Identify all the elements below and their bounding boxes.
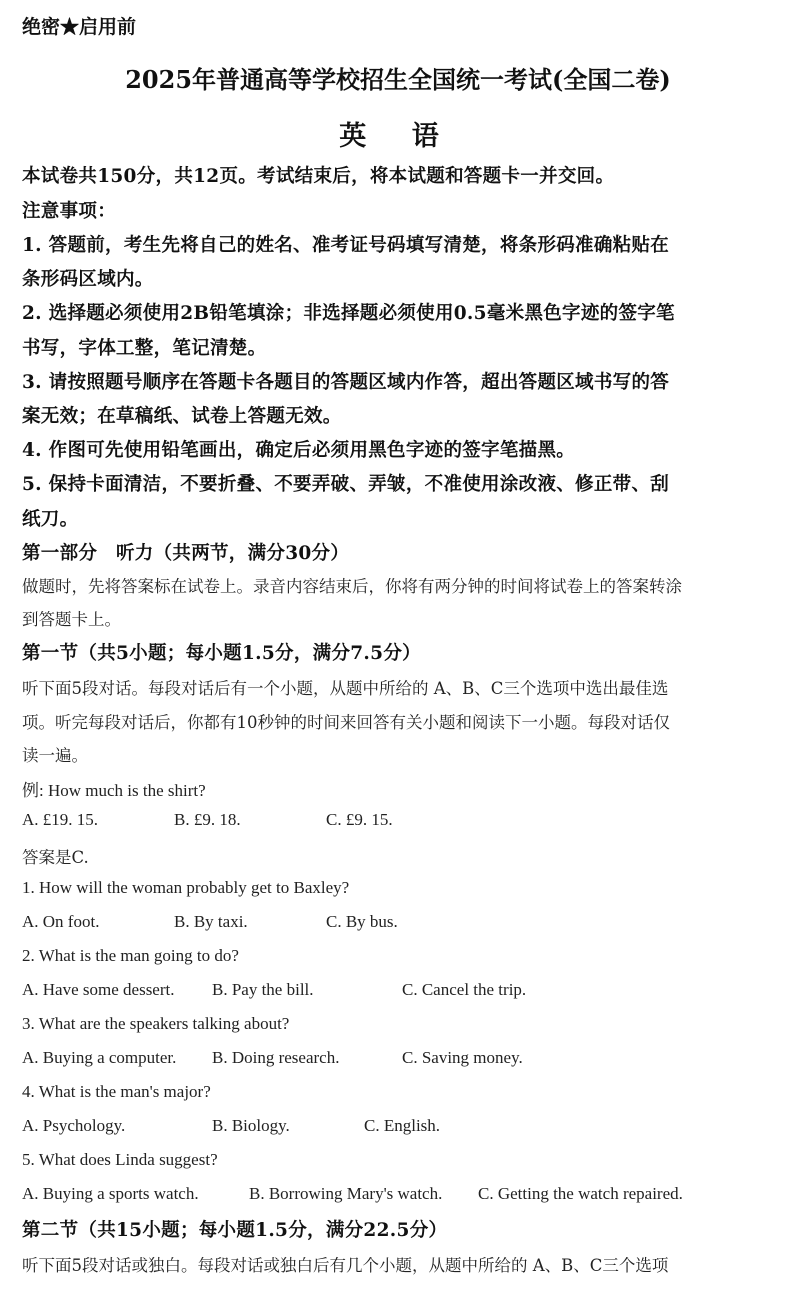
notice-item-4: 4. 作图可先使用铅笔画出，确定后必须用黑色字迹的签字笔描黑。 (22, 440, 576, 461)
notice-item-2-cont: 书写，字体工整，笔记清楚。 (22, 338, 267, 359)
notice-item-1: 1. 答题前，考生先将自己的姓名、准考证号码填写清楚，将条形码准确粘贴在 (22, 235, 670, 256)
notice-item-5: 5. 保持卡面清洁，不要折叠、不要弄破、弄皱，不准使用涂改液、修正带、刮 (22, 474, 670, 495)
q5-option-b: B. Borrowing Mary's watch. (249, 1184, 443, 1203)
question-3: 3. What are the speakers talking about? (22, 1014, 290, 1033)
question-2: 2. What is the man going to do? (22, 946, 239, 965)
q3-option-c: C. Saving money. (402, 1048, 523, 1067)
notice-item-3: 3. 请按照题号顺序在答题卡各题目的答题区域内作答，超出答题区域书写的答 (22, 372, 670, 393)
q5-option-c: C. Getting the watch repaired. (478, 1184, 683, 1203)
exam-title: 2025年普通高等学校招生全国统一考试(全国二卷) (125, 65, 671, 94)
example-option-b: B. £9. 18. (174, 810, 241, 829)
part1-heading: 第一部分 听力（共两节，满分30分） (22, 543, 350, 564)
example-answer: 答案是C. (22, 848, 89, 867)
q2-option-a: A. Have some dessert. (22, 980, 175, 999)
section2-instruction: 听下面5段对话或独白。每段对话或独白后有几个小题，从题中所给的 A、B、C三个选项 (22, 1256, 669, 1275)
question-4: 4. What is the man's major? (22, 1082, 211, 1101)
q5-option-a: A. Buying a sports watch. (22, 1184, 199, 1203)
part1-instruction-cont: 到答题卡上。 (22, 610, 121, 629)
section1-heading: 第一节（共5小题；每小题1.5分，满分7.5分） (22, 643, 421, 664)
secret-label: 绝密★启用前 (22, 16, 137, 38)
notice-item-1-cont: 条形码区域内。 (22, 269, 154, 290)
notice-item-3-cont: 案无效；在草稿纸、试卷上答题无效。 (22, 406, 342, 427)
part1-instruction: 做题时，先将答案标在试卷上。录音内容结束后，你将有两分钟的时间将试卷上的答案转涂 (22, 577, 682, 596)
q3-option-b: B. Doing research. (212, 1048, 340, 1067)
subject-title: 英 语 (339, 121, 457, 152)
notice-heading: 注意事项： (22, 201, 117, 222)
notice-item-2: 2. 选择题必须使用2B铅笔填涂；非选择题必须使用0.5毫米黑色字迹的签字笔 (22, 303, 675, 324)
example-option-a: A. £19. 15. (22, 810, 99, 829)
section1-instruction-end: 读一遍。 (22, 746, 88, 765)
notice-item-5-cont: 纸刀。 (22, 509, 79, 530)
example-option-c: C. £9. 15. (326, 810, 393, 829)
q4-option-b: B. Biology. (212, 1116, 290, 1135)
question-5: 5. What does Linda suggest? (22, 1150, 218, 1169)
example-question: 例: How much is the shirt? (22, 781, 206, 800)
section2-heading: 第二节（共15小题；每小题1.5分，满分22.5分） (22, 1220, 448, 1241)
q4-option-c: C. English. (364, 1116, 441, 1135)
section1-instruction-cont: 项。听完每段对话后，你都有10秒钟的时间来回答有关小题和阅读下一小题。每段对话仅 (22, 713, 670, 732)
q2-option-c: C. Cancel the trip. (402, 980, 527, 999)
q4-option-a: A. Psychology. (22, 1116, 126, 1135)
q2-option-b: B. Pay the bill. (212, 980, 314, 999)
q3-option-a: A. Buying a computer. (22, 1048, 177, 1067)
q1-option-c: C. By bus. (326, 912, 398, 931)
question-1: 1. How will the woman probably get to Baxley? (22, 878, 350, 897)
q1-option-b: B. By taxi. (174, 912, 248, 931)
intro-text: 本试卷共150分，共12页。考试结束后，将本试题和答题卡一并交回。 (22, 166, 615, 187)
q1-option-a: A. On foot. (22, 912, 100, 931)
section1-instruction: 听下面5段对话。每段对话后有一个小题，从题中所给的 A、B、C三个选项中选出最佳选 (22, 679, 669, 698)
